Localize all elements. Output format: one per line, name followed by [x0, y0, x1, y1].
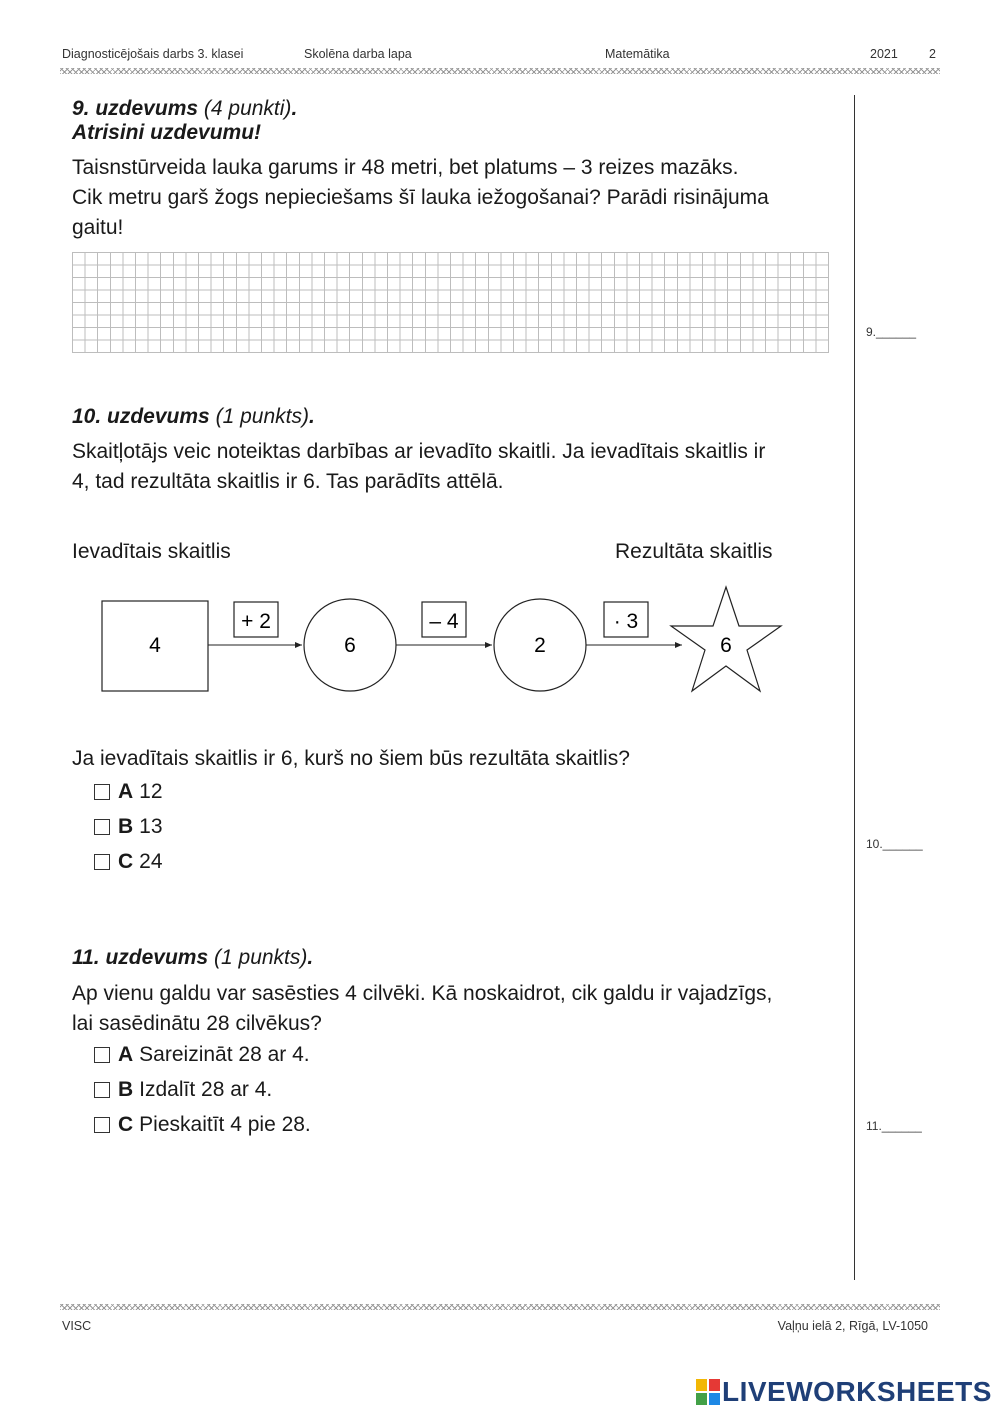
task9-line: Taisnstūrveida lauka garums ir 48 metri, bet platums – 3 reizes mazāks.: [72, 156, 739, 179]
task10-line: Skaitļotājs veic noteiktas darbības ar ievadīto skaitli. Ja ievadītais skaitlis ir: [72, 440, 766, 463]
task11-title: 11. uzdevums: [72, 946, 209, 969]
option-letter: A: [118, 1043, 134, 1066]
task10-score-field[interactable]: 10.______: [866, 837, 923, 851]
op1-label: + 2: [241, 610, 271, 633]
option-letter: B: [118, 815, 134, 838]
checkbox[interactable]: [94, 1117, 110, 1133]
option-text: 24: [139, 850, 163, 873]
task9-heading: [72, 97, 297, 121]
header-worksheet-label: Skolēna darba lapa: [304, 47, 412, 61]
task9-period: .: [291, 97, 298, 120]
task11-text: [72, 979, 772, 1039]
op3-label: · 3: [613, 610, 639, 633]
option-text: 12: [139, 780, 163, 803]
task9-line: gaitu!: [72, 216, 124, 239]
footer-org: VISC: [62, 1319, 92, 1333]
header-page-number: 2: [929, 47, 936, 61]
task11-line: Ap vienu galdu var sasēsties 4 cilvēki. Kā noskaidrot, cik galdu ir vajadzīgs,: [72, 982, 773, 1005]
task11-option-c[interactable]: [94, 1113, 311, 1137]
task10-question: Ja ievadītais skaitlis ir 6, kurš no šiem būs rezultāta skaitlis?: [72, 747, 630, 770]
task10-option-c[interactable]: [94, 850, 163, 874]
task11-line: lai sasēdinātu 28 cilvēkus?: [72, 1012, 322, 1035]
task10-period: .: [308, 405, 315, 428]
checkbox[interactable]: [94, 1082, 110, 1098]
task9-title: 9. uzdevums: [72, 97, 199, 120]
task9-instruction: Atrisini uzdevumu!: [72, 121, 262, 144]
option-letter: C: [118, 850, 134, 873]
option-text: Sareizināt 28 ar 4.: [139, 1043, 310, 1066]
footer-address: Vaļņu ielā 2, Rīgā, LV-1050: [777, 1319, 928, 1333]
checkbox[interactable]: [94, 1047, 110, 1063]
option-letter: B: [118, 1078, 134, 1101]
result-value: 6: [720, 634, 732, 657]
task9-text: [72, 153, 769, 243]
computation-diagram: [0, 580, 860, 710]
step1-value: 6: [344, 634, 356, 657]
task11-option-b[interactable]: [94, 1078, 272, 1102]
task11-option-a[interactable]: [94, 1043, 310, 1067]
header-subject: Matemātika: [605, 47, 670, 61]
task9-points: (4 punkti): [203, 97, 292, 120]
header-doc-title: Diagnosticējošais darbs 3. klasei: [62, 47, 244, 61]
task10-option-a[interactable]: [94, 780, 163, 804]
option-text: 13: [139, 815, 163, 838]
task10-heading: [72, 405, 315, 429]
task11-heading: [72, 946, 313, 970]
task9-line: Cik metru garš žogs nepieciešams šī lauka iežogošanai? Parādi risinājuma: [72, 186, 769, 209]
logo-blocks-icon: [696, 1379, 720, 1405]
task9-score-field[interactable]: 9.______: [866, 325, 917, 339]
footer-border: [60, 1304, 940, 1310]
task9-answer-grid[interactable]: [72, 252, 829, 353]
task11-points: (1 punkts): [214, 946, 308, 969]
task11-score-field[interactable]: 11.______: [866, 1119, 922, 1133]
checkbox[interactable]: [94, 784, 110, 800]
task10-title: 10. uzdevums: [72, 405, 210, 428]
checkbox[interactable]: [94, 819, 110, 835]
task10-points: (1 punkts): [215, 405, 309, 428]
option-letter: A: [118, 780, 134, 803]
checkbox[interactable]: [94, 854, 110, 870]
header-border: [60, 68, 940, 74]
header-year: 2021: [870, 47, 898, 61]
task10-line: 4, tad rezultāta skaitlis ir 6. Tas parādīts attēlā.: [72, 470, 504, 493]
op2-label: – 4: [429, 610, 459, 633]
step2-value: 2: [534, 634, 546, 657]
task10-option-b[interactable]: [94, 815, 163, 839]
task11-period: .: [307, 946, 314, 969]
option-letter: C: [118, 1113, 134, 1136]
input-number-label: Ievadītais skaitlis: [72, 540, 231, 563]
option-text: Pieskaitīt 4 pie 28.: [139, 1113, 311, 1136]
logo-text: LIVEWORKSHEETS: [722, 1376, 992, 1407]
task10-text: [72, 437, 765, 497]
option-text: Izdalīt 28 ar 4.: [139, 1078, 273, 1101]
result-number-label: Rezultāta skaitlis: [615, 540, 773, 563]
input-value: 4: [149, 634, 161, 657]
liveworksheets-logo[interactable]: [696, 1376, 992, 1408]
